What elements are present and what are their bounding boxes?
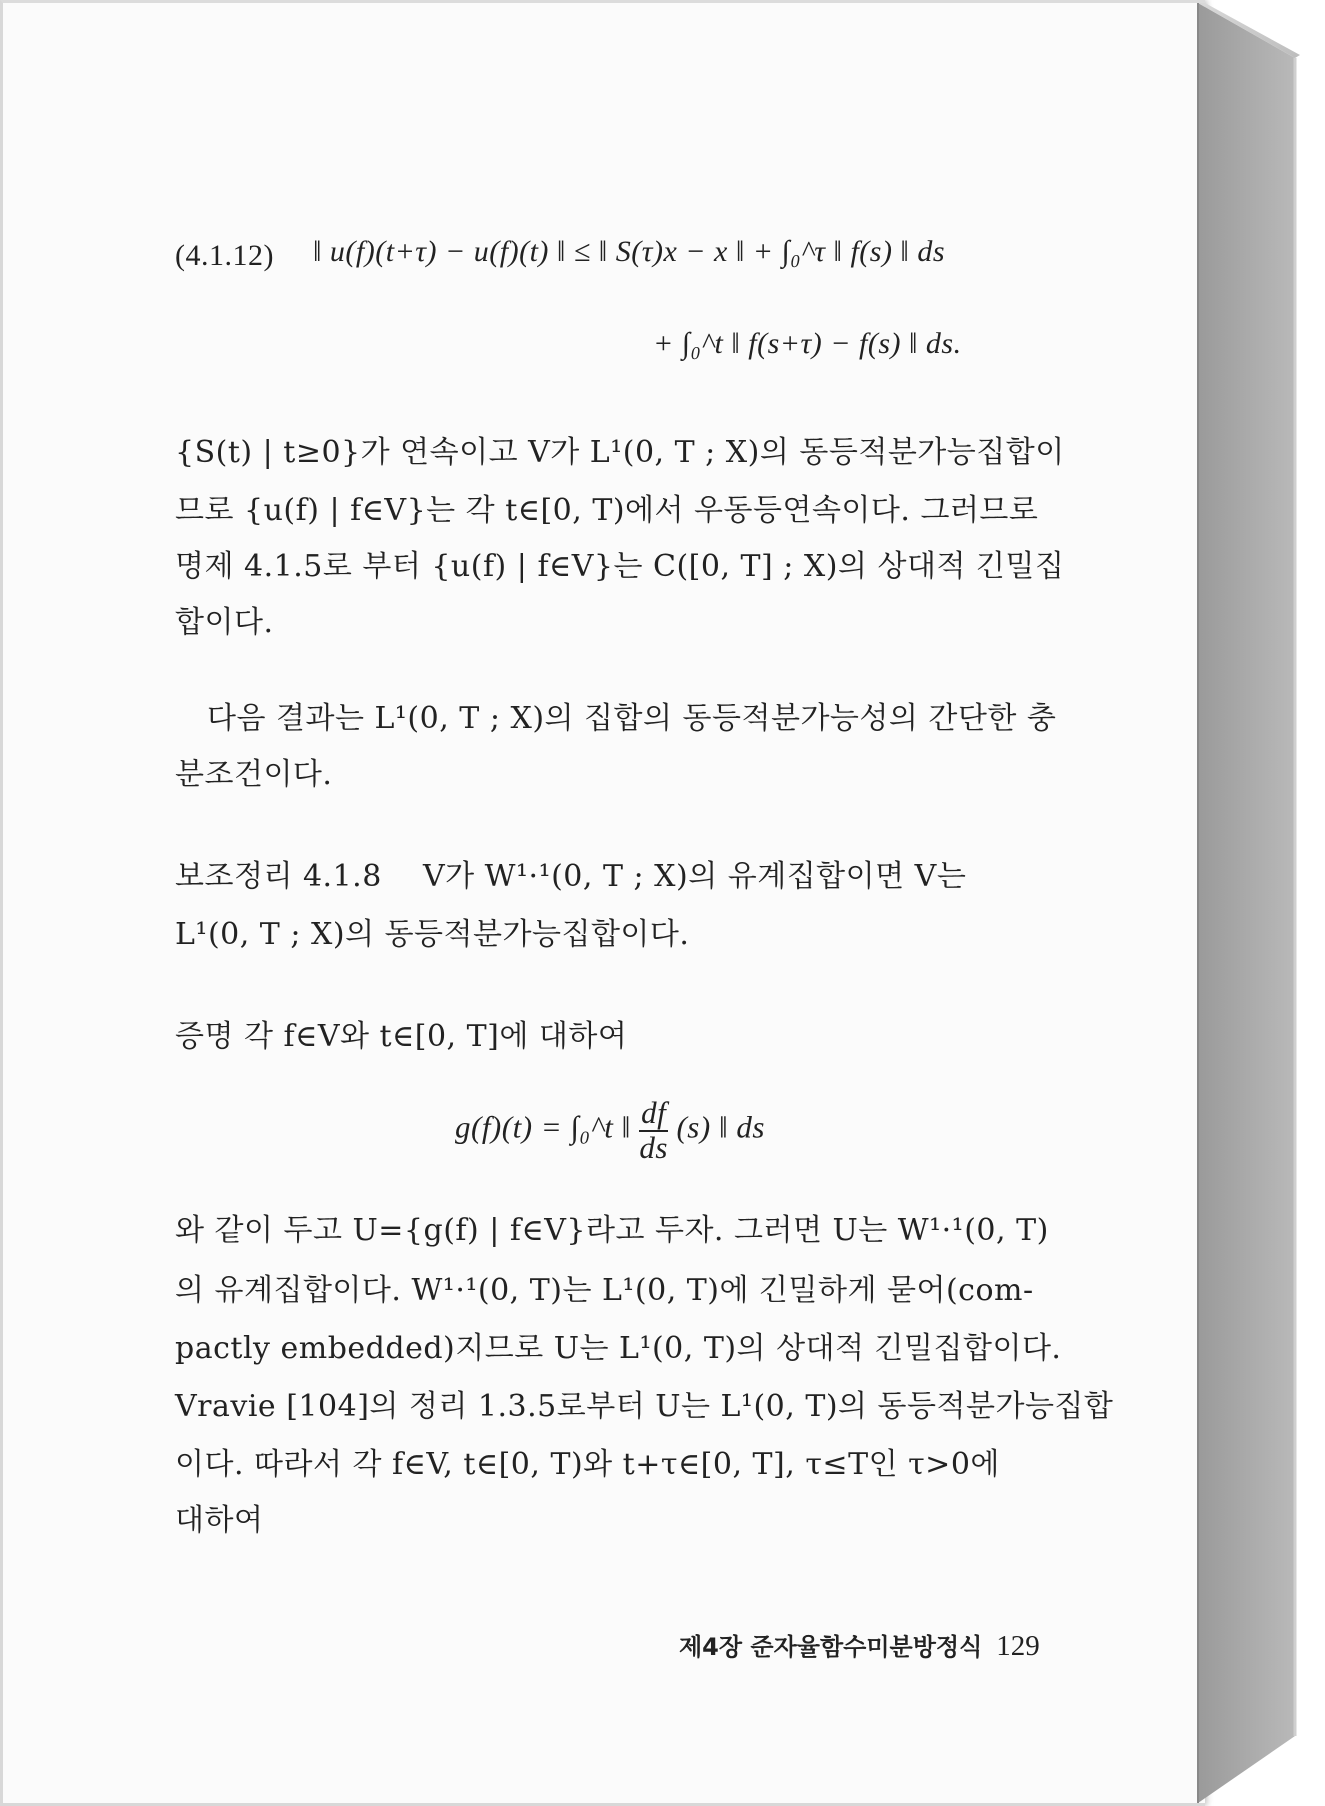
equation-line-1: ‖ u(f)(t+τ) − u(f)(t) ‖ ≤ ‖ S(τ)x − x ‖ + ∫₀^τ ‖ f(s) ‖ ds: [313, 235, 946, 268]
lemma-line-2: L¹(0, T ; X)의 동등적분가능집합이다.: [175, 917, 690, 952]
proof-equation-left: g(f)(t) = ∫₀^t ‖: [455, 1109, 631, 1145]
paragraph-2-line-1: 다음 결과는 L¹(0, T ; X)의 집합의 동등적분가능성의 간단한 충: [207, 701, 1057, 736]
proof-intro: 증명 각 f∈V와 t∈[0, T]에 대하여: [175, 1019, 628, 1054]
proof-line-6: 대하여: [175, 1503, 264, 1538]
equation-label: (4.1.12): [175, 239, 274, 272]
equation-line-2: + ∫₀^t ‖ f(s+τ) − f(s) ‖ ds.: [653, 327, 962, 360]
paragraph-1-line-3: 명제 4.1.5로 부터 {u(f) | f∈V}는 C([0, T] ; X)의 상대적 긴밀집: [175, 549, 1065, 584]
proof-line-3: pactly embedded)지므로 U는 L¹(0, T)의 상대적 긴밀집합이다.: [175, 1331, 1062, 1366]
fraction-numerator: df: [641, 1095, 667, 1130]
paragraph-1-line-4: 합이다.: [175, 605, 274, 640]
paragraph-1-line-2: 므로 {u(f) | f∈V}는 각 t∈[0, T)에서 우동등연속이다. 그러므로: [175, 493, 1039, 528]
proof-line-5: 이다. 따라서 각 f∈V, t∈[0, T)와 t+τ∈[0, T], τ≤T인 τ>0에: [175, 1447, 1000, 1482]
chapter-title: 제4장 준자율함수미분방정식: [679, 1633, 983, 1661]
proof-line-2: 의 유계집합이다. W¹·¹(0, T)는 L¹(0, T)에 긴밀하게 묻어(com-: [175, 1273, 1034, 1308]
page-number: 129: [996, 1630, 1040, 1662]
lemma-heading: 보조정리 4.1.8: [175, 859, 382, 894]
proof-line-1: 와 같이 두고 U={g(f) | f∈V}라고 두자. 그러면 U는 W¹·¹(0, T): [175, 1213, 1049, 1248]
fraction-denominator: ds: [639, 1129, 668, 1165]
lemma-line-1: V가 W¹·¹(0, T ; X)의 유계집합이면 V는: [423, 859, 967, 894]
paragraph-1-line-1: {S(t) | t≥0}가 연속이고 V가 L¹(0, T ; X)의 동등적분가능집합이: [175, 435, 1065, 470]
proof-line-4: Vravie [104]의 정리 1.3.5로부터 U는 L¹(0, T)의 동등적분가능집합: [175, 1389, 1114, 1424]
proof-equation-right: (s) ‖ ds: [676, 1109, 765, 1145]
paragraph-2-line-2: 분조건이다.: [175, 757, 333, 792]
